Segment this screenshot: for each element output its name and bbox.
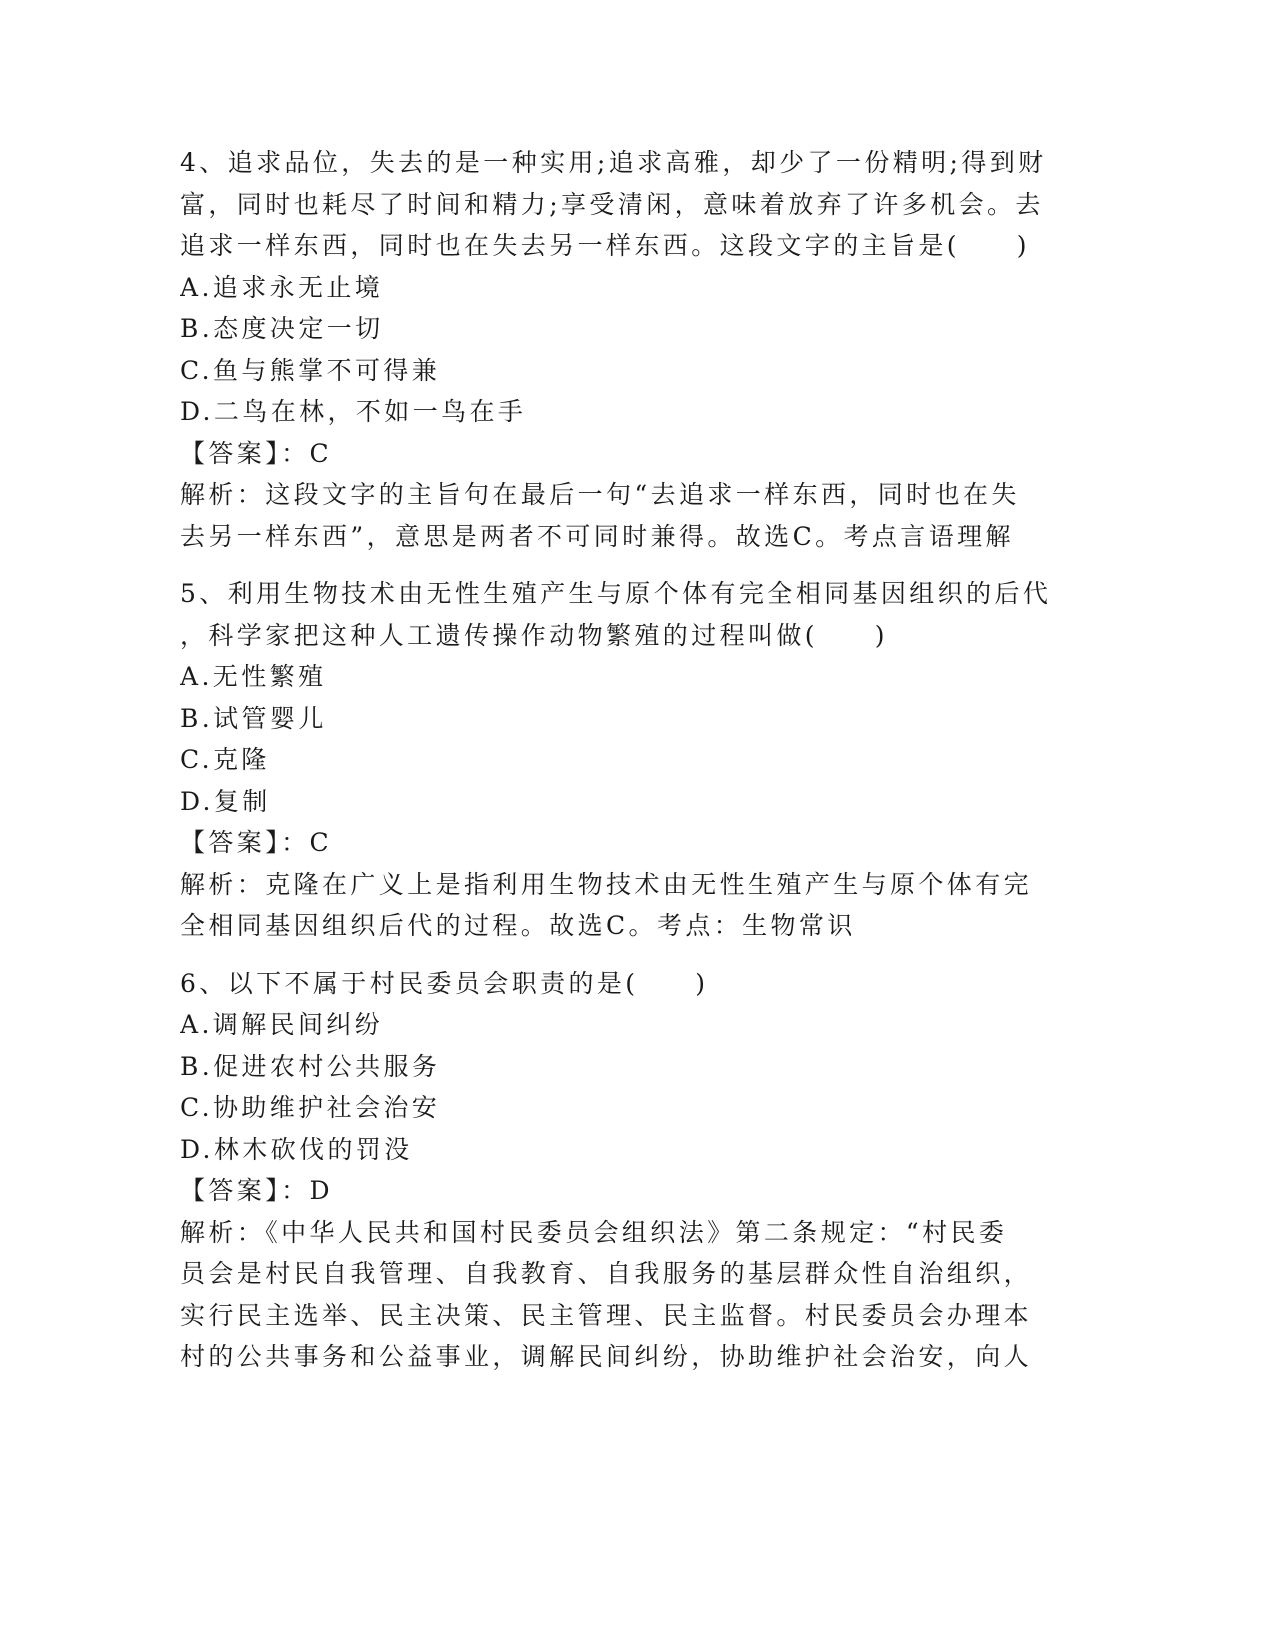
question-stem-line: 富，同时也耗尽了时间和精力;享受清闲，意味着放弃了许多机会。去	[180, 189, 1044, 219]
analysis-line: 员会是村民自我管理、自我教育、自我服务的基层群众性自治组织，	[180, 1259, 1033, 1288]
option-a: A.追求永无止境	[180, 272, 384, 302]
option-d: D.林木砍伐的罚没	[180, 1134, 413, 1164]
question-block-5	[180, 573, 1080, 947]
analysis-line: 实行民主选举、民主决策、民主管理、民主监督。村民委员会办理本	[180, 1300, 1033, 1330]
question-stem-line: 追求一样东西，同时也在失去另一样东西。这段文字的主旨是( )	[180, 231, 1030, 260]
question-block-4	[180, 142, 1080, 557]
answer-line: 【答案】：C	[180, 828, 333, 857]
option-d: D.二鸟在林，不如一鸟在手	[180, 397, 527, 426]
analysis-line: 村的公共事务和公益事业，调解民间纠纷，协助维护社会治安，向人	[180, 1342, 1033, 1371]
answer-line: 【答案】：D	[180, 1176, 333, 1205]
option-c: C.鱼与熊掌不可得兼	[180, 355, 441, 385]
option-c: C.协助维护社会治安	[180, 1093, 441, 1122]
question-stem-line: 5、利用生物技术由无性生殖产生与原个体有完全相同基因组织的后代	[180, 579, 1052, 608]
option-b: B.态度决定一切	[180, 314, 384, 343]
question-stem-line: ，科学家把这种人工遗传操作动物繁殖的过程叫做( )	[180, 620, 888, 650]
analysis-line: 解析：克隆在广义上是指利用生物技术由无性生殖产生与原个体有完	[180, 869, 1033, 899]
option-a: A.调解民间纠纷	[180, 1010, 384, 1039]
section-gap	[180, 947, 1080, 963]
analysis-line: 去另一样东西”，意思是两者不可同时兼得。故选C。考点言语理解	[180, 521, 1014, 551]
section-gap	[180, 557, 1080, 573]
question-stem-line: 6、以下不属于村民委员会职责的是( )	[180, 968, 709, 998]
option-c: C.克隆	[180, 745, 270, 774]
option-b: B.促进农村公共服务	[180, 1051, 441, 1081]
option-b: B.试管婴儿	[180, 703, 327, 733]
option-d: D.复制	[180, 786, 271, 816]
analysis-line: 解析：《中华人民共和国村民委员会组织法》第二条规定：“村民委	[180, 1217, 1008, 1247]
option-a: A.无性繁殖	[180, 662, 327, 691]
analysis-line: 全相同基因组织后代的过程。故选C。考点：生物常识	[180, 911, 856, 940]
answer-line: 【答案】：C	[180, 438, 333, 468]
document-page	[180, 142, 1080, 1378]
analysis-line: 解析：这段文字的主旨句在最后一句“去追求一样东西，同时也在失	[180, 480, 1020, 509]
question-block-6	[180, 963, 1080, 1378]
question-stem-line: 4、追求品位，失去的是一种实用;追求高雅，却少了一份精明;得到财	[180, 148, 1047, 177]
